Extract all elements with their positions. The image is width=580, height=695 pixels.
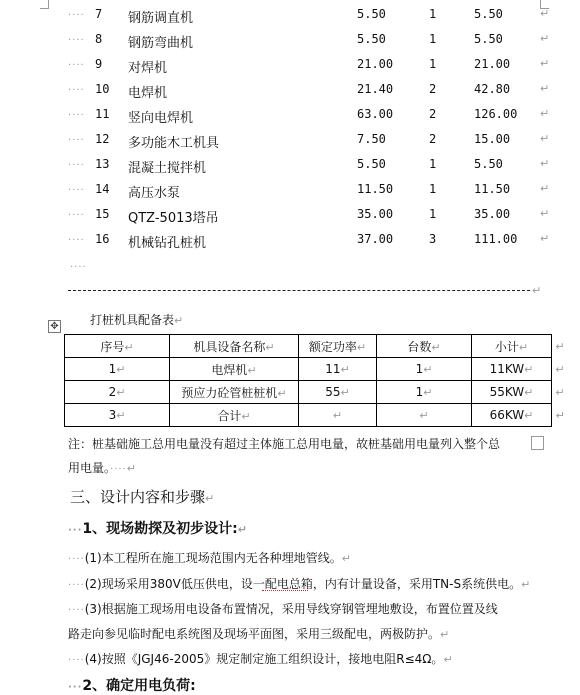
equipment-name: 混凝土搅拌机 — [128, 161, 207, 176]
table-cell: 11↵ — [299, 358, 377, 381]
paragraph-mark: ↵ — [540, 232, 550, 245]
equipment-number: 15 — [95, 207, 110, 221]
tab-leader-dots: ···· — [68, 235, 85, 246]
section-3-heading: 三、设计内容和步骤↵ — [70, 488, 215, 506]
equipment-quantity: 1 — [429, 7, 437, 21]
paragraph-mark: ↵ — [540, 207, 550, 220]
equipment-name: 钢筋弯曲机 — [128, 36, 194, 51]
equipment-name: 机械钻孔桩机 — [128, 236, 207, 251]
equipment-name: 对焊机 — [128, 61, 168, 76]
equipment-subtotal: 35.00 — [474, 207, 511, 221]
tab-leader-dots: ···· — [68, 210, 85, 221]
tab-leader-dots: ···· — [68, 160, 85, 171]
table-cell: 合计↵ — [170, 404, 299, 427]
equipment-name: QTZ-5013塔吊 — [128, 211, 219, 226]
equipment-power: 37.00 — [357, 232, 394, 246]
equipment-number: 13 — [95, 157, 110, 171]
pile-table-caption: 打桩机具配备表↵ — [90, 313, 184, 327]
equipment-power: 7.50 — [357, 132, 386, 146]
paragraph-2: ····(2)现场采用380V低压供电，设一配电总箱，内有计量设备，采用TN-S系统供电。↵ — [68, 577, 531, 591]
equipment-number: 16 — [95, 232, 110, 246]
table-cell: ↵ — [299, 404, 377, 427]
table-move-handle[interactable]: ✥ — [48, 320, 61, 333]
paragraph-mark: ↵ — [532, 284, 542, 297]
equipment-power: 5.50 — [357, 7, 386, 21]
equipment-quantity: 1 — [429, 182, 437, 196]
paragraph-3: ····(3)根据施工现场用电设备布置情况，采用导线穿钢管埋地敷设，布置位置及线 — [68, 602, 498, 616]
paragraph-mark: ↵ — [540, 132, 550, 145]
equipment-power: 21.00 — [357, 57, 394, 71]
tab-leader-dots: ···· — [68, 60, 85, 71]
table-row: 1↵ 电焊机↵ 11↵ 1↵ 11KW↵ ↵ — [65, 358, 569, 381]
equipment-row — [68, 7, 550, 27]
equipment-row — [68, 32, 550, 52]
equipment-power: 5.50 — [357, 157, 386, 171]
spellcheck-underline — [262, 590, 308, 591]
equipment-row — [68, 207, 550, 227]
paragraph-4: ····(4)按照《JGJ46-2005》规定制定施工组织设计，接地电阻R≤4Ω。↵ — [68, 652, 453, 666]
equipment-row — [68, 182, 550, 202]
table-header-cell: 机具设备名称↵ — [170, 335, 299, 358]
equipment-name: 钢筋调直机 — [128, 11, 194, 26]
table-row: 2↵ 预应力砼管桩桩机↵ 55↵ 1↵ 55KW↵ ↵ — [65, 381, 569, 404]
tab-leader-dots: ···· — [68, 35, 85, 46]
equipment-row — [68, 82, 550, 102]
equipment-number: 10 — [95, 82, 110, 96]
equipment-name: 竖向电焊机 — [128, 111, 194, 126]
equipment-number: 7 — [95, 7, 103, 21]
table-cell: 55KW↵ — [472, 381, 552, 404]
paragraph-mark: ↵ — [540, 182, 550, 195]
table-cell: 55↵ — [299, 381, 377, 404]
table-cell: 1↵ — [377, 381, 472, 404]
equipment-number: 11 — [95, 107, 110, 121]
table-cell: 预应力砼管桩桩机↵ — [170, 381, 299, 404]
equipment-quantity: 1 — [429, 157, 437, 171]
equipment-quantity: 2 — [429, 107, 437, 121]
equipment-subtotal: 111.00 — [474, 232, 518, 246]
equipment-power: 21.40 — [357, 82, 394, 96]
equipment-subtotal: 5.50 — [474, 157, 503, 171]
text-box-marker — [531, 436, 544, 450]
equipment-subtotal: 42.80 — [474, 82, 511, 96]
tab-leader-dots: ···· — [68, 135, 85, 146]
tab-leader-dots: ···· — [68, 10, 85, 21]
equipment-name: 高压水泵 — [128, 186, 181, 201]
table-cell: 电焊机↵ — [170, 358, 299, 381]
equipment-power: 35.00 — [357, 207, 394, 221]
equipment-subtotal: 11.50 — [474, 182, 511, 196]
subsection-1-heading: ···1、现场勘探及初步设计:↵ — [68, 521, 247, 537]
paragraph-mark: ↵ — [540, 7, 550, 20]
note-paragraph-line2: 用电量。····↵ — [68, 461, 136, 475]
equipment-row — [68, 157, 550, 177]
equipment-number: 9 — [95, 57, 103, 71]
subsection-2-heading: ···2、确定用电负荷: — [68, 678, 196, 694]
equipment-quantity: 2 — [429, 132, 437, 146]
equipment-quantity: 1 — [429, 207, 437, 221]
equipment-name: 电焊机 — [128, 86, 168, 101]
equipment-row — [68, 132, 550, 152]
paragraph-1: ····(1)本工程所在施工现场范围内无各种埋地管线。↵ — [68, 551, 351, 565]
equipment-subtotal: 5.50 — [474, 32, 503, 46]
equipment-quantity: 2 — [429, 82, 437, 96]
equipment-quantity: 1 — [429, 57, 437, 71]
equipment-power: 5.50 — [357, 32, 386, 46]
section-divider — [68, 290, 530, 291]
tab-leader-dots: ···· — [68, 110, 85, 121]
equipment-name: 多功能木工机具 — [128, 136, 220, 151]
equipment-subtotal: 126.00 — [474, 107, 518, 121]
paragraph-mark: ↵ — [540, 157, 550, 170]
paragraph-mark: ↵ — [540, 82, 550, 95]
table-header-cell: 序号↵ — [65, 335, 170, 358]
equipment-number: 12 — [95, 132, 110, 146]
table-row: 3↵ 合计↵ ↵ ↵ 66KW↵ ↵ — [65, 404, 569, 427]
equipment-power: 11.50 — [357, 182, 394, 196]
pile-equipment-table — [64, 334, 569, 427]
paragraph-mark: ↵ — [540, 107, 550, 120]
equipment-row — [68, 107, 550, 127]
table-header-cell: 小计↵ — [472, 335, 552, 358]
table-header-cell: 台数↵ — [377, 335, 472, 358]
tab-leader-dots: ···· — [68, 85, 85, 96]
table-header-row: 序号↵ 机具设备名称↵ 额定功率↵ 台数↵ 小计↵ ↵ — [65, 335, 569, 358]
table-cell: 3↵ — [65, 404, 170, 427]
paragraph-mark: ↵ — [540, 32, 550, 45]
table-cell: 2↵ — [65, 381, 170, 404]
equipment-number: 14 — [95, 182, 110, 196]
table-cell: 1↵ — [377, 358, 472, 381]
table-cell: ↵ — [377, 404, 472, 427]
equipment-number: 8 — [95, 32, 103, 46]
equipment-power: 63.00 — [357, 107, 394, 121]
table-cell: 11KW↵ — [472, 358, 552, 381]
note-paragraph: 注：桩基础施工总用电量没有超过主体施工总用电量，故桩基础用电量列入整个总 — [68, 437, 501, 451]
table-cell: 66KW↵ — [472, 404, 552, 427]
equipment-row — [68, 57, 550, 77]
equipment-quantity: 3 — [429, 232, 437, 246]
equipment-subtotal: 15.00 — [474, 132, 511, 146]
paragraph-3-line2: 路走向参见临时配电系统图及现场平面图，采用三级配电，两极防护。↵ — [68, 627, 450, 641]
equipment-subtotal: 21.00 — [474, 57, 511, 71]
equipment-row — [68, 232, 550, 252]
table-header-cell: 额定功率↵ — [299, 335, 377, 358]
equipment-quantity: 1 — [429, 32, 437, 46]
equipment-list — [68, 0, 550, 260]
page-corner-top-left — [40, 0, 49, 9]
tab-leader-dots: ···· — [68, 185, 85, 196]
empty-paragraph-dots: ···· — [70, 262, 87, 273]
table-cell: 1↵ — [65, 358, 170, 381]
paragraph-mark: ↵ — [540, 57, 550, 70]
equipment-subtotal: 5.50 — [474, 7, 503, 21]
